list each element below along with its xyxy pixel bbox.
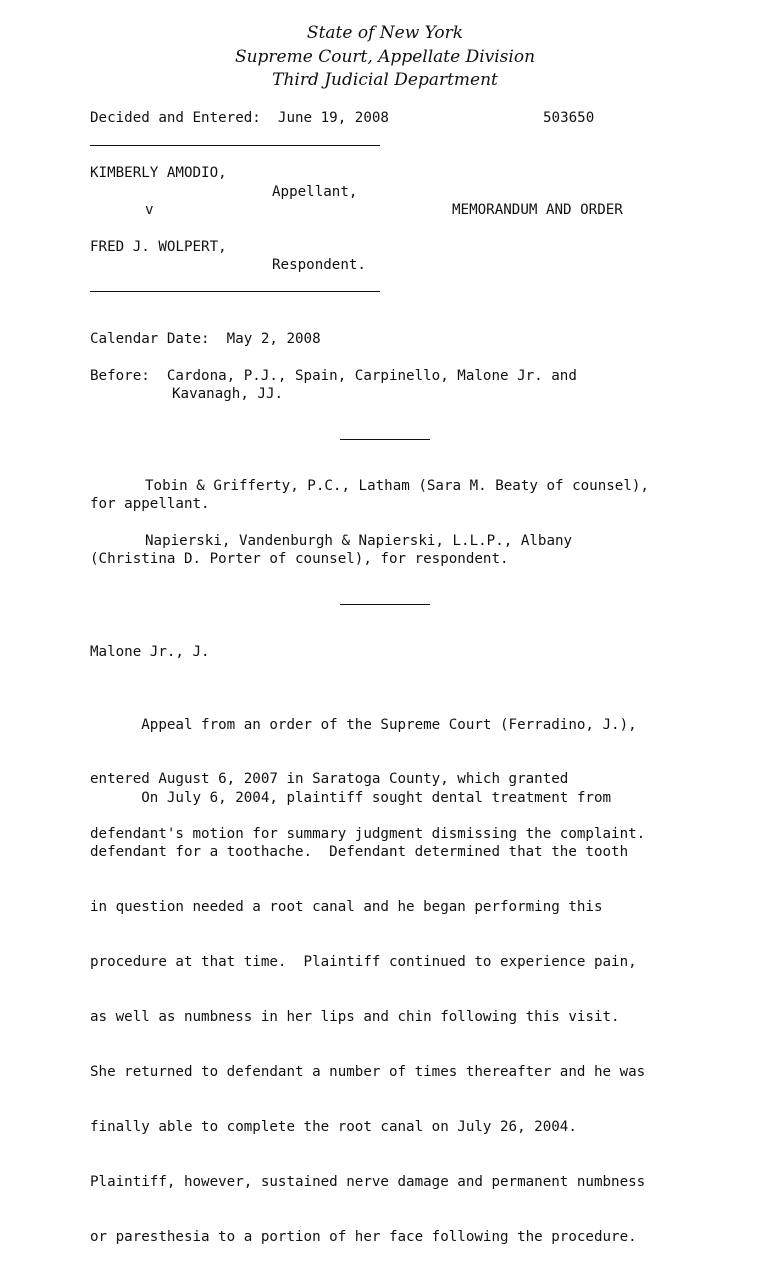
body-line: Appeal from an order of the Supreme Court (Ferradino, J.), bbox=[90, 716, 637, 733]
body-line: defendant's motion for summary judgment dismissing the complaint. bbox=[90, 826, 646, 843]
plaintiff-name: KIMBERLY AMODIO, bbox=[90, 165, 227, 181]
body-line: defendant for a toothache. Defendant determined that the tooth bbox=[90, 844, 629, 861]
respondent-counsel-line-1: Napierski, Vandenburgh & Napierski, L.L.P., Albany bbox=[145, 533, 573, 549]
body-paragraph-2 bbox=[90, 752, 645, 1283]
before-line-1: Before: Cardona, P.J., Spain, Carpinello, Malone Jr. and bbox=[90, 368, 577, 384]
body-line: or paresthesia to a portion of her face following the procedure. bbox=[90, 1228, 637, 1245]
docket-number: 503650 bbox=[543, 110, 595, 126]
body-line: as well as numbness in her lips and chin following this visit. bbox=[90, 1009, 620, 1026]
section-divider-1 bbox=[340, 439, 430, 440]
court-state: State of New York bbox=[306, 23, 464, 43]
section-divider-2 bbox=[340, 604, 430, 605]
opinion-author: Malone Jr., J. bbox=[90, 644, 210, 660]
court-department: Third Judicial Department bbox=[272, 70, 498, 90]
body-line: She returned to defendant a number of times thereafter and he was bbox=[90, 1064, 646, 1081]
before-line-2: Kavanagh, JJ. bbox=[172, 386, 284, 402]
document-type: MEMORANDUM AND ORDER bbox=[452, 202, 623, 218]
body-line: in question needed a root canal and he began performing this bbox=[90, 899, 603, 916]
body-line: On July 6, 2004, plaintiff sought dental treatment from bbox=[90, 789, 612, 806]
body-line: procedure at that time. Plaintiff continued to experience pain, bbox=[90, 954, 637, 971]
appellant-counsel-line-2: for appellant. bbox=[90, 496, 210, 512]
defendant-name: FRED J. WOLPERT, bbox=[90, 239, 227, 255]
appellant-counsel-line-1: Tobin & Grifferty, P.C., Latham (Sara M. Beaty of counsel), bbox=[145, 478, 649, 494]
body-line: finally able to complete the root canal on July 26, 2004. bbox=[90, 1118, 577, 1135]
decided-date: Decided and Entered: June 19, 2008 bbox=[90, 110, 389, 126]
body-line: Plaintiff, however, sustained nerve damage and permanent numbness bbox=[90, 1173, 646, 1190]
respondent-counsel-line-2: (Christina D. Porter of counsel), for respondent. bbox=[90, 551, 509, 567]
court-name: Supreme Court, Appellate Division bbox=[234, 47, 536, 67]
body-line: entered August 6, 2007 in Saratoga County, which granted bbox=[90, 771, 569, 788]
versus: v bbox=[145, 202, 154, 218]
caption-rule-bottom bbox=[90, 291, 380, 292]
plaintiff-role: Appellant, bbox=[272, 184, 358, 200]
defendant-role: Respondent. bbox=[272, 257, 366, 273]
calendar-date: Calendar Date: May 2, 2008 bbox=[90, 331, 321, 347]
caption-rule-top bbox=[90, 145, 380, 146]
